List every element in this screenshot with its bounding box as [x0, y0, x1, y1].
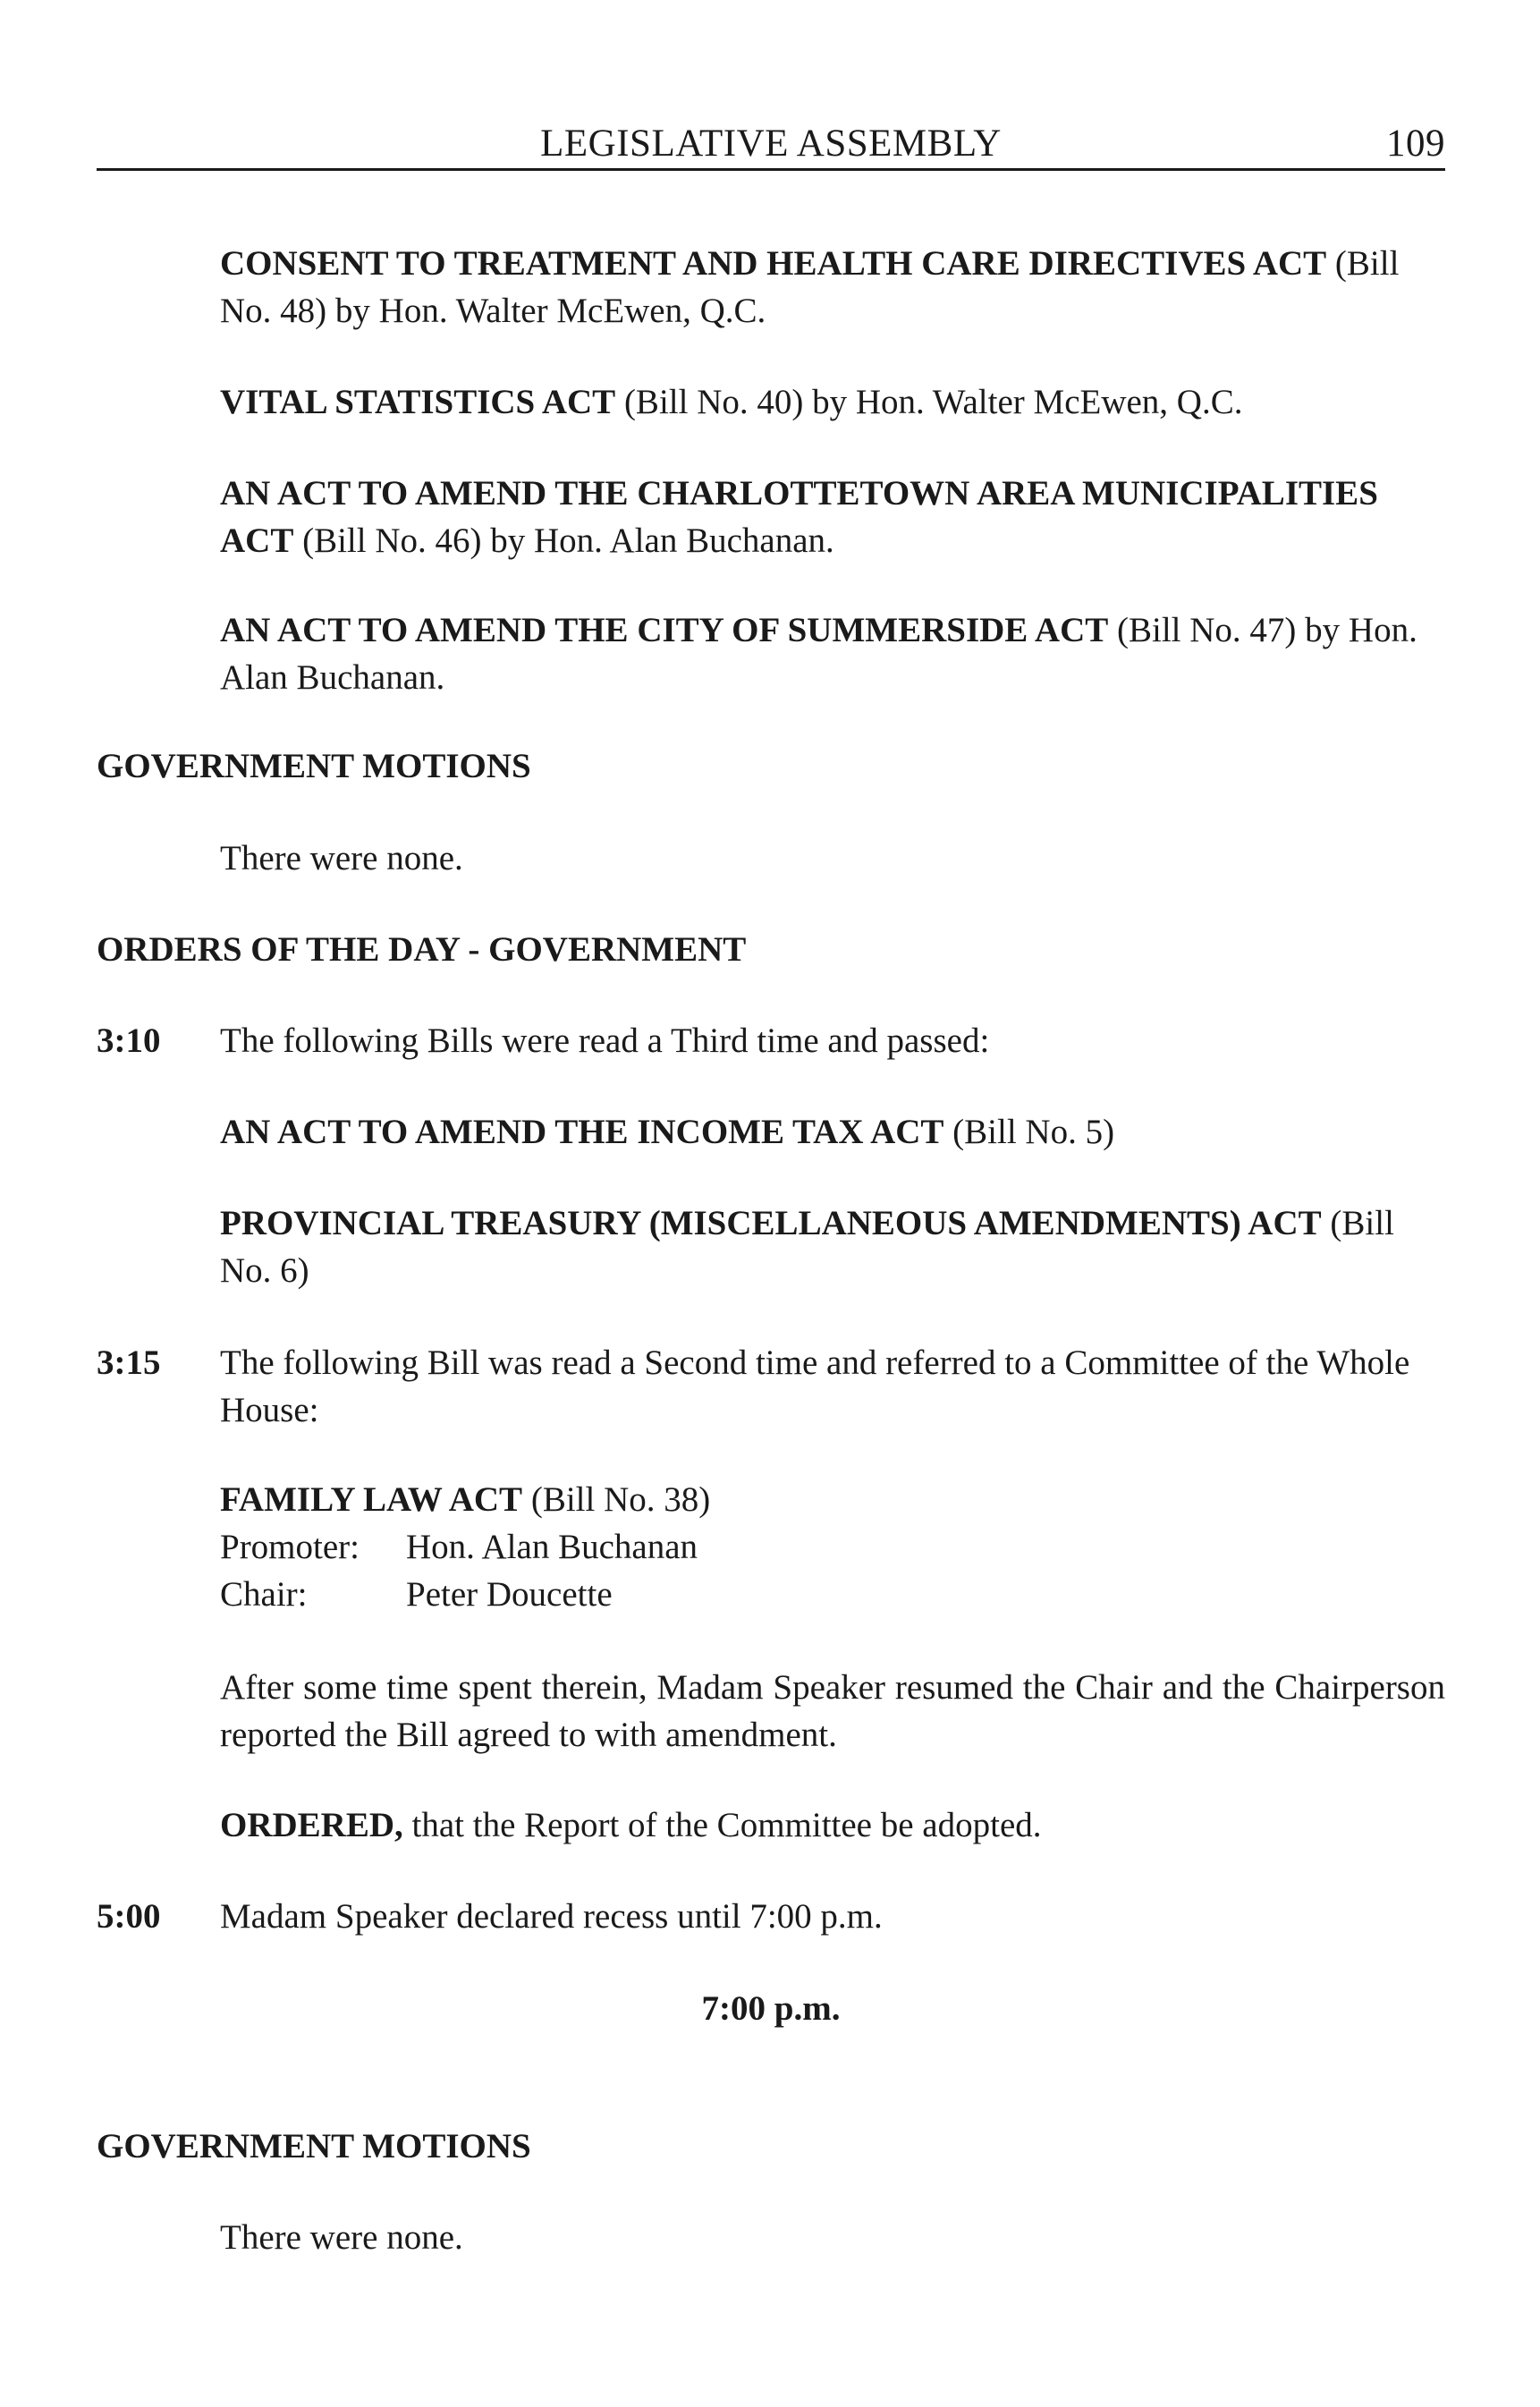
bill-details: (Bill No. 40) by Hon. Walter McEwen, Q.C. [615, 383, 1243, 421]
bill-entry-provincial-treasury [220, 1199, 1445, 1294]
bill-title: PROVINCIAL TREASURY (MISCELLANEOUS AMENDMENTS) ACT [220, 1204, 1322, 1242]
page-header [97, 122, 1445, 172]
bill-details: (Bill No. 5) [943, 1113, 1115, 1151]
entry-text: The following Bills were read a Third time and passed: [220, 1021, 990, 1060]
evening-sitting-time: 7:00 p.m. [701, 1989, 841, 2028]
committee-bill-block [220, 1476, 1445, 1618]
entry-text: The following Bill was read a Second time and referred to a Committee of the Whole House: [220, 1343, 1410, 1429]
chair-row [220, 1571, 1445, 1618]
entry-text: Madam Speaker declared recess until 7:00 p.m. [220, 1897, 883, 1936]
bill-title: FAMILY LAW ACT [220, 1480, 523, 1519]
bill-title: AN ACT TO AMEND THE INCOME TAX ACT [220, 1113, 944, 1151]
bill-title: AN ACT TO AMEND THE CITY OF SUMMERSIDE ACT [220, 611, 1109, 649]
promoter-row [220, 1523, 1445, 1571]
bill-details: (Bill No. 48) by Hon. Walter McEwen, Q.C. [220, 244, 1400, 330]
bill-details: (Bill No. 38) [522, 1480, 711, 1519]
bill-entry-income-tax [220, 1108, 1445, 1156]
bill-entry-summerside [220, 606, 1445, 701]
bill-title: AN ACT TO AMEND THE CHARLOTTETOWN AREA MUNICIPALITIES ACT [220, 474, 1378, 560]
header-rule [97, 168, 1445, 171]
government-motions-text: There were none. [220, 839, 463, 877]
government-motions-text: There were none. [220, 2218, 463, 2257]
chair-value: Peter Doucette [406, 1575, 613, 1614]
time-stamp: 3:15 [97, 1343, 161, 1382]
chair-label: Chair: [220, 1575, 308, 1614]
promoter-value: Hon. Alan Buchanan [406, 1528, 698, 1566]
bill-entry-charlottetown [220, 470, 1454, 564]
bill-entry-consent [220, 240, 1445, 335]
bill-title: VITAL STATISTICS ACT [220, 383, 616, 421]
committee-bill-line [220, 1476, 1445, 1523]
ordered-text: that the Report of the Committee be adopted. [402, 1806, 1042, 1844]
bill-details: (Bill No. 47) by Hon. Alan Buchanan. [220, 611, 1417, 697]
bill-entry-vital-statistics [220, 378, 1445, 426]
bill-details: (Bill No. 46) by Hon. Alan Buchanan. [293, 521, 834, 560]
ordered-statement [220, 1801, 1445, 1849]
page-number: 109 [1386, 123, 1445, 165]
bill-details: (Bill No. 6) [220, 1204, 1394, 1290]
section-heading-government-motions: GOVERNMENT MOTIONS [97, 747, 531, 785]
section-heading-orders-of-the-day: ORDERS OF THE DAY - GOVERNMENT [97, 930, 747, 969]
time-stamp: 5:00 [97, 1897, 161, 1936]
ordered-label: ORDERED, [220, 1806, 403, 1844]
time-stamp: 3:10 [97, 1021, 161, 1060]
header-title: LEGISLATIVE ASSEMBLY [540, 123, 1002, 165]
committee-report-text: After some time spent therein, Madam Speaker resumed the Chair and the Chairperson reported the Bill agreed to with amendment. [220, 1668, 1445, 1754]
promoter-label: Promoter: [220, 1528, 360, 1566]
section-heading-government-motions: GOVERNMENT MOTIONS [97, 2127, 531, 2165]
bill-title: CONSENT TO TREATMENT AND HEALTH CARE DIRECTIVES ACT [220, 244, 1327, 283]
